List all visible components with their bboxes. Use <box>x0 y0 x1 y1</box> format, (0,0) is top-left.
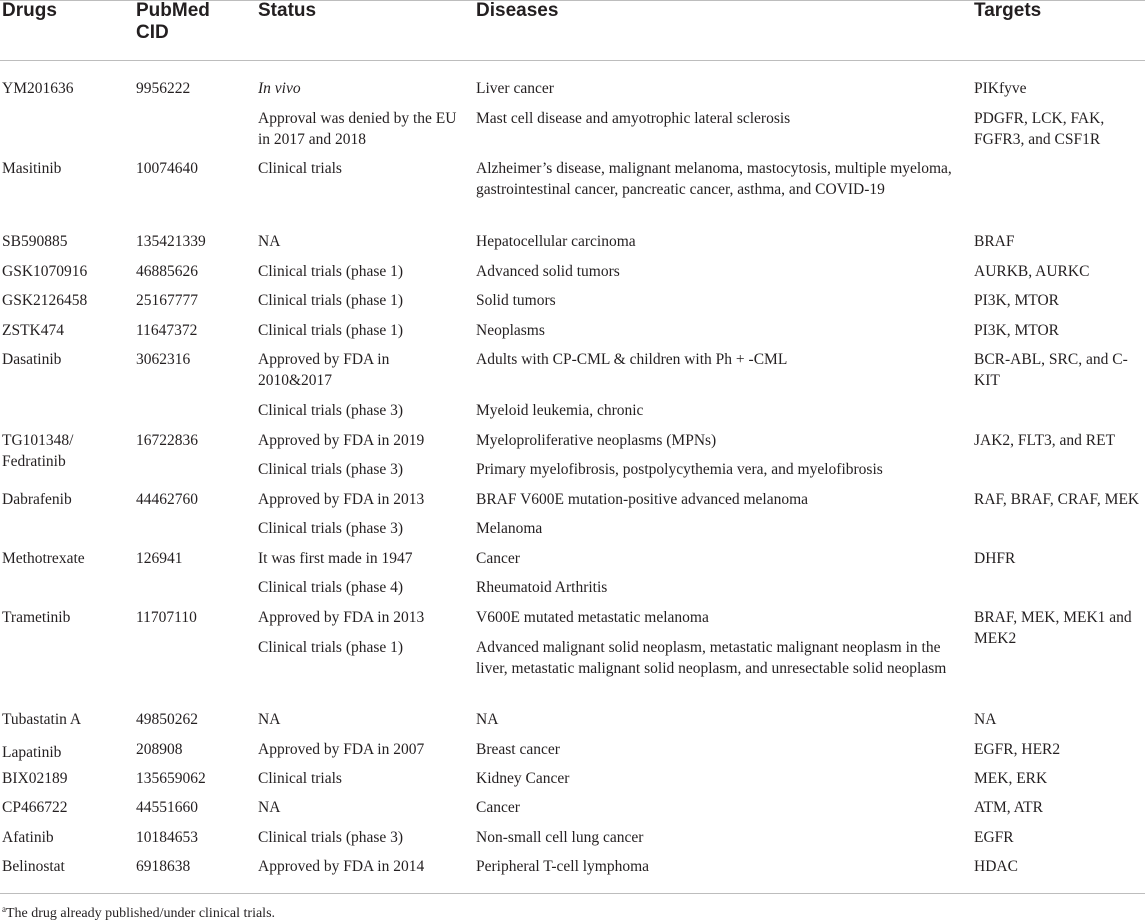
header-rule <box>0 60 1145 61</box>
table-cell-targets: DHFR <box>974 550 1016 567</box>
footnote-text: The drug already published/under clinical trials. <box>6 906 276 921</box>
table-cell-status: NA <box>258 711 281 728</box>
table-cell-targets: EGFR, HER2 <box>974 741 1061 758</box>
header-targets: Targets <box>974 0 1042 21</box>
table-cell-disease: Melanoma <box>476 520 543 537</box>
table-cell-disease: Adults with CP-CML & children with Ph + -CML <box>476 351 788 368</box>
table-cell-targets: BRAF <box>974 233 1015 250</box>
table-cell-targets: PI3K, MTOR <box>974 292 1059 309</box>
table-cell-disease: Kidney Cancer <box>476 770 570 787</box>
table-cell-drug: BIX02189 <box>2 770 68 787</box>
table-cell-cid: 46885626 <box>136 263 198 280</box>
header-pubmed-cid: PubMed CID <box>136 0 210 43</box>
table-cell-drug: Methotrexate <box>2 550 85 567</box>
table-cell-cid: 11647372 <box>136 322 198 339</box>
table-cell-status: NA <box>258 799 281 816</box>
table-cell-disease: Neoplasms <box>476 322 545 339</box>
table-cell-status: Approved by FDA in 2013 <box>258 491 425 508</box>
table-cell-disease: Advanced solid tumors <box>476 263 620 280</box>
table-cell-status: Approval was denied by the EU in 2017 and 2018 <box>258 110 457 148</box>
table-cell-cid: 3062316 <box>136 351 191 368</box>
table-cell-drug: SB590885 <box>2 233 68 250</box>
table-cell-status: It was first made in 1947 <box>258 550 413 567</box>
table-cell-cid: 44551660 <box>136 799 198 816</box>
table-cell-status: Clinical trials (phase 4) <box>258 579 404 596</box>
table-cell-status: Approved by FDA in 2010&2017 <box>258 351 390 389</box>
table-bottom-rule <box>0 893 1145 894</box>
table-cell-disease: Non-small cell lung cancer <box>476 829 644 846</box>
table-cell-drug: CP466722 <box>2 799 68 816</box>
table-cell-cid: 135421339 <box>136 233 206 250</box>
table-cell-disease: Myeloproliferative neoplasms (MPNs) <box>476 432 717 449</box>
table-cell-cid: 25167777 <box>136 292 198 309</box>
table-cell-cid: 11707110 <box>136 609 197 626</box>
table-cell-cid: 135659062 <box>136 770 206 787</box>
table-cell-disease: Liver cancer <box>476 80 554 97</box>
table-cell-status: Clinical trials <box>258 160 342 177</box>
table-cell-disease: NA <box>476 711 499 728</box>
table-cell-disease: V600E mutated metastatic melanoma <box>476 609 709 626</box>
table-cell-disease: BRAF V600E mutation-positive advanced melanoma <box>476 491 809 508</box>
table-cell-targets: JAK2, FLT3, and RET <box>974 432 1116 449</box>
table-cell-cid: 44462760 <box>136 491 198 508</box>
table-cell-status: Clinical trials <box>258 770 342 787</box>
table-cell-disease: Breast cancer <box>476 741 560 758</box>
table-cell-status: Approved by FDA in 2014 <box>258 858 425 875</box>
table-cell-drug: ZSTK474 <box>2 322 64 339</box>
table-cell-disease: Primary myelofibrosis, postpolycythemia vera, and myelofibrosis <box>476 461 883 478</box>
table-cell-drug: GSK2126458 <box>2 292 88 309</box>
table-cell-targets: PIKfyve <box>974 80 1027 97</box>
table-cell-cid: 126941 <box>136 550 183 567</box>
table-cell-status: Clinical trials (phase 1) <box>258 263 404 280</box>
table-cell-status: Clinical trials (phase 3) <box>258 520 404 537</box>
table-cell-disease: Hepatocellular carcinoma <box>476 233 636 250</box>
table-cell-disease: Advanced malignant solid neoplasm, metastatic malignant neoplasm in the liver, metastatic malignant solid neoplasm, and unresectable solid neoplasm <box>476 639 947 677</box>
table-cell-status: NA <box>258 233 281 250</box>
table-cell-cid: 6918638 <box>136 858 191 875</box>
table-cell-status: Approved by FDA in 2007 <box>258 741 425 758</box>
table-cell-status: Clinical trials (phase 3) <box>258 402 404 419</box>
table-cell-targets: BCR-ABL, SRC, and C-KIT <box>974 351 1128 389</box>
table-cell-drug: Tubastatin A <box>2 711 82 728</box>
table-cell-cid: 10184653 <box>136 829 198 846</box>
table-cell-targets: AURKB, AURKC <box>974 263 1090 280</box>
table-cell-status: In vivo <box>258 80 301 97</box>
table-cell-cid: 49850262 <box>136 711 198 728</box>
footnote <box>2 900 275 923</box>
table-cell-targets: HDAC <box>974 858 1018 875</box>
footnote-marker: a <box>2 904 6 914</box>
table-cell-cid: 10074640 <box>136 160 198 177</box>
table-cell-disease: Solid tumors <box>476 292 556 309</box>
table-cell-drug: GSK1070916 <box>2 263 88 280</box>
table-cell-drug: TG101348/ Fedratinib <box>2 432 74 470</box>
table-cell-status: Clinical trials (phase 1) <box>258 292 404 309</box>
table-cell-disease: Cancer <box>476 799 520 816</box>
table-cell-drug: Dasatinib <box>2 351 62 368</box>
table-cell-disease: Rheumatoid Arthritis <box>476 579 608 596</box>
table-cell-drug: Masitinib <box>2 160 62 177</box>
header-status: Status <box>258 0 317 21</box>
header-diseases: Diseases <box>476 0 559 21</box>
table-cell-targets: PI3K, MTOR <box>974 322 1059 339</box>
table-cell-status: Clinical trials (phase 1) <box>258 639 404 656</box>
table-cell-targets: ATM, ATR <box>974 799 1043 816</box>
table-cell-cid: 208908 <box>136 741 183 758</box>
table-cell-disease: Mast cell disease and amyotrophic lateral sclerosis <box>476 110 791 127</box>
table-cell-drug: Dabrafenib <box>2 491 72 508</box>
table-cell-status: Clinical trials (phase 1) <box>258 322 404 339</box>
table-cell-targets: MEK, ERK <box>974 770 1048 787</box>
table-cell-drug: Lapatinib <box>2 744 62 761</box>
table-cell-drug: YM201636 <box>2 80 74 97</box>
table-cell-disease: Peripheral T-cell lymphoma <box>476 858 650 875</box>
table-cell-cid: 16722836 <box>136 432 198 449</box>
table-cell-drug: Trametinib <box>2 609 71 626</box>
table-cell-targets: BRAF, MEK, MEK1 and MEK2 <box>974 609 1132 647</box>
table-cell-targets: NA <box>974 711 997 728</box>
table-cell-disease: Myeloid leukemia, chronic <box>476 402 644 419</box>
table-cell-status: Clinical trials (phase 3) <box>258 829 404 846</box>
table-cell-targets: RAF, BRAF, CRAF, MEK <box>974 491 1140 508</box>
table-cell-targets: PDGFR, LCK, FAK, FGFR3, and CSF1R <box>974 110 1105 148</box>
table-cell-disease: Cancer <box>476 550 520 567</box>
table-cell-drug: Afatinib <box>2 829 54 846</box>
header-drugs: Drugs <box>2 0 57 21</box>
table-cell-status: Clinical trials (phase 3) <box>258 461 404 478</box>
table-cell-status: Approved by FDA in 2019 <box>258 432 425 449</box>
table-cell-targets: EGFR <box>974 829 1014 846</box>
table-cell-drug: Belinostat <box>2 858 65 875</box>
table-cell-disease: Alzheimer’s disease, malignant melanoma, mastocytosis, multiple myeloma, gastrointestinal cancer, pancreatic cancer, asthma, and COVID-19 <box>476 160 952 198</box>
table-cell-cid: 9956222 <box>136 80 191 97</box>
table-cell-status: Approved by FDA in 2013 <box>258 609 425 626</box>
